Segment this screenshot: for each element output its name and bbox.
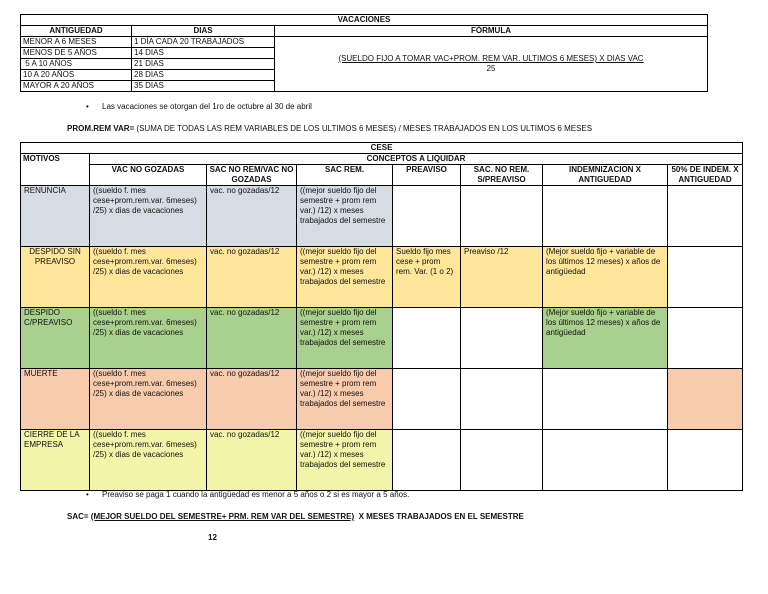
cese-row [21, 186, 743, 247]
cese-cell: ((sueldo f. mes cese+prom.rem.var. 6meses) /25) x dias de vacaciones [90, 369, 207, 430]
vacaciones-table [20, 14, 708, 92]
cese-cell [668, 369, 743, 430]
cese-cell: vac. no gozadas/12 [207, 430, 297, 491]
cese-cell [393, 308, 461, 369]
motivo-cell: DESPIDO SIN PREAVISO [21, 247, 90, 308]
cese-cell: vac. no gozadas/12 [207, 308, 297, 369]
cese-row [21, 247, 743, 308]
prom-rem-label: PROM.REM VAR= [67, 124, 135, 133]
cese-cell [543, 186, 668, 247]
cese-cell [461, 186, 543, 247]
formula-underlined: (SUELDO FIJO A TOMAR VAC+PROM. REM VAR. ULTIMOS 6 MESES) [338, 54, 598, 63]
antiguedad-cell: MENOR A 6 MESES [21, 37, 132, 48]
note-vacaciones-text: Las vacaciones se otorgan del 1ro de octubre al 30 de abril [102, 102, 312, 111]
cese-cell [543, 430, 668, 491]
conceptos-header: CONCEPTOS A LIQUIDAR [90, 154, 743, 165]
cese-cell: ((sueldo f. mes cese+prom.rem.var. 6meses) /25) x dias de vacaciones [90, 308, 207, 369]
cese-column-headers [21, 165, 743, 186]
antiguedad-cell: 5 A 10 AÑOS [21, 59, 132, 70]
formula-divisor: 25 [486, 64, 496, 73]
cese-cell: (Mejor sueldo fijo + variable de los últimos 12 meses) x años de antigüedad [543, 308, 668, 369]
cese-column-header: VAC NO GOZADAS [90, 165, 207, 186]
cese-cell [668, 308, 743, 369]
cese-cell [668, 430, 743, 491]
sac-underlined: (MEJOR SUELDO DEL SEMESTRE+ PRM. REM VAR DEL SEMESTRE) [90, 512, 355, 521]
bullet-icon: • [86, 490, 89, 499]
sac-label: SAC= [67, 512, 91, 521]
cese-cell: ((sueldo f. mes cese+prom.rem.var. 6meses) /25) x dias de vacaciones [90, 186, 207, 247]
page-number: 12 [208, 533, 217, 542]
cese-cell: ((mejor sueldo fijo del semestre + prom rem var.) /12) x meses trabajados del semestre [297, 369, 393, 430]
note-vacaciones [86, 102, 312, 112]
prom-rem-formula [67, 124, 592, 133]
cese-cell: vac. no gozadas/12 [207, 369, 297, 430]
cese-column-header: SAC NO REM/VAC NO GOZADAS [207, 165, 297, 186]
note-preaviso-text: Preaviso se paga 1 cuando la antigüedad es menor a 5 años o 2 si es mayor a 5 años. [102, 490, 410, 499]
dias-cell: 28 DIAS [132, 70, 275, 81]
antiguedad-cell: MENOS DE 5 AÑOS [21, 48, 132, 59]
antiguedad-cell: 10 A 20 AÑOS [21, 70, 132, 81]
motivo-cell: RENUNCIA [21, 186, 90, 247]
dias-cell: 21 DIAS [132, 59, 275, 70]
cese-table [20, 142, 743, 491]
cese-cell [461, 308, 543, 369]
cese-cell: vac. no gozadas/12 [207, 186, 297, 247]
cese-cell [543, 369, 668, 430]
cese-cell: ((mejor sueldo fijo del semestre + prom rem var.) /12) x meses trabajados del semestre [297, 247, 393, 308]
cese-cell: ((mejor sueldo fijo del semestre + prom rem var.) /12) x meses trabajados del semestre [297, 430, 393, 491]
cese-cell: ((mejor sueldo fijo del semestre + prom rem var.) /12) x meses trabajados del semestre [297, 308, 393, 369]
cese-title: CESE [21, 143, 743, 154]
formula-rest: X DIAS VAC [597, 54, 644, 63]
cese-column-header: SAC REM. [297, 165, 393, 186]
cese-body [21, 186, 743, 491]
cese-cell [393, 186, 461, 247]
antiguedad-header: ANTIGUEDAD [21, 26, 132, 37]
cese-row [21, 369, 743, 430]
cese-cell: (Mejor sueldo fijo + variable de los últimos 12 meses) x años de antigüedad [543, 247, 668, 308]
cese-column-header: PREAVISO [393, 165, 461, 186]
cese-row [21, 430, 743, 491]
motivos-header: MOTIVOS [21, 154, 90, 186]
antiguedad-cell: MAYOR A 20 AÑOS [21, 81, 132, 92]
cese-cell: Preaviso /12 [461, 247, 543, 308]
cese-cell [461, 430, 543, 491]
cese-cell [393, 430, 461, 491]
dias-cell: 14 DIAS [132, 48, 275, 59]
motivo-cell: CIERRE DE LA EMPRESA [21, 430, 90, 491]
dias-header: DIAS [132, 26, 275, 37]
cese-cell: vac. no gozadas/12 [207, 247, 297, 308]
formula-header: FÓRMULA [275, 26, 708, 37]
cese-cell: ((mejor sueldo fijo del semestre + prom rem var.) /12) x meses trabajados del semestre [297, 186, 393, 247]
cese-cell [393, 369, 461, 430]
dias-cell: 1 DÍA CADA 20 TRABAJADOS [132, 37, 275, 48]
sac-rest: X MESES TRABAJADOS EN EL SEMESTRE [354, 512, 524, 521]
cese-cell: ((sueldo f. mes cese+prom.rem.var. 6meses) /25) x dias de vacaciones [90, 247, 207, 308]
cese-column-header: SAC. NO REM. S/PREAVISO [461, 165, 543, 186]
cese-cell: Sueldo fijo mes cese + prom rem. Var. (1 o 2) [393, 247, 461, 308]
vacaciones-title: VACACIONES [21, 15, 708, 26]
sac-formula [67, 512, 524, 521]
cese-row [21, 308, 743, 369]
bullet-icon: • [86, 102, 89, 111]
note-preaviso [86, 490, 409, 500]
cese-column-header: INDEMNIZACION X ANTIGUEDAD [543, 165, 668, 186]
dias-cell: 35 DIAS [132, 81, 275, 92]
motivo-cell: DESPIDO C/PREAVISO [21, 308, 90, 369]
cese-cell: ((sueldo f. mes cese+prom.rem.var. 6meses) /25) x dias de vacaciones [90, 430, 207, 491]
cese-cell [668, 186, 743, 247]
vacaciones-formula [275, 37, 708, 92]
motivo-cell: MUERTE [21, 369, 90, 430]
cese-cell [461, 369, 543, 430]
cese-column-header: 50% DE INDEM. X ANTIGUEDAD [668, 165, 743, 186]
prom-rem-text: (SUMA DE TODAS LAS REM VARIABLES DE LOS ULTIMOS 6 MESES) / MESES TRABAJADOS EN LOS ULTIMOS 6 MESES [134, 124, 593, 133]
cese-cell [668, 247, 743, 308]
